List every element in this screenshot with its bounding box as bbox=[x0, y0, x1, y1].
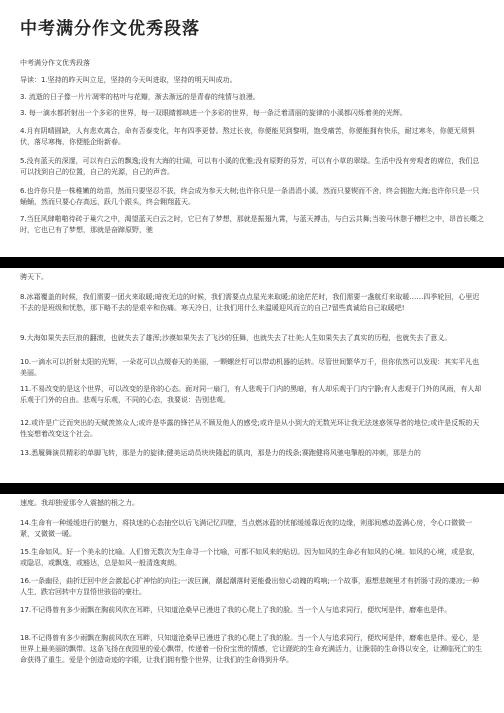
paragraph-7-continued: 骋天下。 bbox=[20, 273, 48, 281]
paragraph-7: 7.当狂风肆啪啪待砖于巢穴之中，渴望蓝天白云之时，它已有了梦想，那就是振翅九霄，与蓝天搏击，与白云共舞;当骏马休憩于槽栏之中，昂首长嘶之时，它也已有了梦想，那就是奋蹄原野，驰 bbox=[20, 215, 485, 234]
paragraph-8: 8.冰霜覆盖的时候，我们需要一团火来取暖;暗夜无边的时候，我们需要点点星光来取暖;前途茫茫时，我们需要一盏航灯来取暖……四季轮回，心里迟不去的是班级和忧愁，那下略不去的是艰辛和伤痛。寒天冷日，让我们用什么来温暖迎风而立的自己?留些真诚给自己取暖吧! bbox=[20, 293, 480, 312]
paragraph-12: 12.或许是广泛而突出的天赋羡煞众人;或许是毕露的锋芒从不顾及他人的感受;或许是从小到大的无数光环让我无法迷惑领导者的地位;或许是反叛的天性妄想着改变这个社会。 bbox=[20, 419, 480, 438]
paragraph-3: 3. 每一滴水都折射出一个多彩的世界，每一双眼睛都映进一个多彩的世界，每一条泛着清丽的旋律的小溪都闪烁着美的光辉。 bbox=[20, 109, 407, 117]
paragraph-11: 11.不易改变的是这个世界，可以改变的是你的心态。面对同一扇门，有人悲观于门内的黑暗，有人却乐观于门内宁静;有人悲观于门外的风雨，有人却乐观于门外的自由。悲观与乐观，不同的心态，我要说：告别悲观。 bbox=[20, 385, 482, 404]
paragraph-10: 10.一滴水可以折射太阳的光辉，一朵花可以点缀春天的美丽，一颗螺丝钉可以带动机器的运转。尽管世间繁华万千，但你依然可以发现：其实平凡也美丽。 bbox=[20, 358, 480, 377]
paragraph-15: 15.生命如风。好一个美永的比喻。人们曾无数次为生命寻一个比喻，可都不如风来的贴切。因为如风的生命必有如风的心境。如风的心境，或是寂，或隐忍，或飘逸，或豁达，总是如风一般清逸爽朗。 bbox=[20, 548, 480, 567]
paragraph-4: 4.月有阴晴圆缺，人有悲欢离合，命有否泰变化，年有四季更替。熬过长夜，你便能见到黎明，饱受痛苦，你便能拥有快乐，耐过寒冬，你便无须惧伏，落尽寒梅，你便能企盼新春。 bbox=[20, 127, 475, 146]
paragraph-5: 5.没有蓝天的深邃，可以有白云的飘逸;没有大海的壮阔，可以有小溪的优雅;没有原野的芬芳，可以有小草的翠绿。生活中没有旁观者的席位，我们总可以找到自己的位置，自己的光源，自己的声音。 bbox=[20, 157, 480, 176]
paragraph-2: 3. 流逝的日子像一片片凋零的枯叶与花瓣，渐去渐远的是青春的纯情与浪漫。 bbox=[20, 93, 260, 101]
paragraph-14: 14.生命有一种缓缓进行的魅力，将执迷的心态抽空以后飞满记忆四壁，当点燃冰蓝的忧郁缓缓靠近夜的边缘，则那间感动盈满心房，令心口微微一紧，又微微一暖。 bbox=[20, 519, 473, 538]
paragraph-intro: 导读：1.坚持的昨天叫立足，坚持的今天叫进取，坚持的明天叫成功。 bbox=[20, 76, 237, 84]
paragraph-13: 13.悉履舞演员精彩的单脚飞转，那是力的旋律;健美运动员块块隆起的肌肉，那是力的线条;赛跑健将风驰电掣般的冲刺，那是力的 bbox=[20, 449, 421, 457]
redaction-bar bbox=[0, 257, 504, 268]
paragraph-13-continued: 速度。我却独爱那令人震撼的根之力。 bbox=[20, 499, 139, 507]
paragraph-18: 18.不记得曾有多少雨飘在胸前风吹在耳畔，只知道沧桑早已漫进了我的心爬上了我的脸。当一个人与追求同行，便坎坷是伴，磨难也是伴。爱心，是世界上最美丽的飘带。这条飞扬在夜园里的爱心飘带，传递着一份份宝贵的情感，它让蹉跎的生命充满活力，让脆弱的生命得以安全，让濒临死亡的生命获得了重生。爱是个创造奇迹的字眼，让我们拥有整个世界，让我们的生命得到升华。 bbox=[20, 634, 482, 664]
document-title: 中考满分作文优秀段落 bbox=[20, 19, 200, 39]
paragraph-6: 6.也许你只是一株稚嫩的幼苗，然而只要坚忍不拔，终会成为参天大树;也许你只是一条涓涓小溪，然而只要锲而不舍，终会拥抱大海;也许你只是一只蛹蛹，然而只要心存高远，跃几个跟头，终会翱翔蓝天。 bbox=[20, 187, 480, 206]
paragraph-9: 9.大海如果失去巨浪的翻滚，也就失去了雄浑;沙漠如果失去了飞沙的狂舞，也就失去了壮美;人生如果失去了真实的历程，也就失去了意义。 bbox=[20, 334, 452, 342]
redaction-bar bbox=[0, 483, 504, 494]
document-subtitle: 中考满分作文优秀段落 bbox=[20, 59, 90, 67]
paragraph-16: 16.一条幽径，曲折迂回中丝会激起心扩神怡的向往;一波巨澜，潮起潮落时更能叠出惊心动魄的鸣响;一个故事，遐想悲婉里才有折肠寸段的凄凉;一种人生，跌宕回转中方显悟世骇俗的豪壮。 bbox=[20, 577, 480, 596]
paragraph-17: 17.不记得曾有多少雨飘在胸前风吹在耳畔，只知道沧桑早已漫进了我的心爬上了我的脸。当一个人与追求同行，便坎坷是伴，磨难也是伴。 bbox=[20, 606, 452, 614]
